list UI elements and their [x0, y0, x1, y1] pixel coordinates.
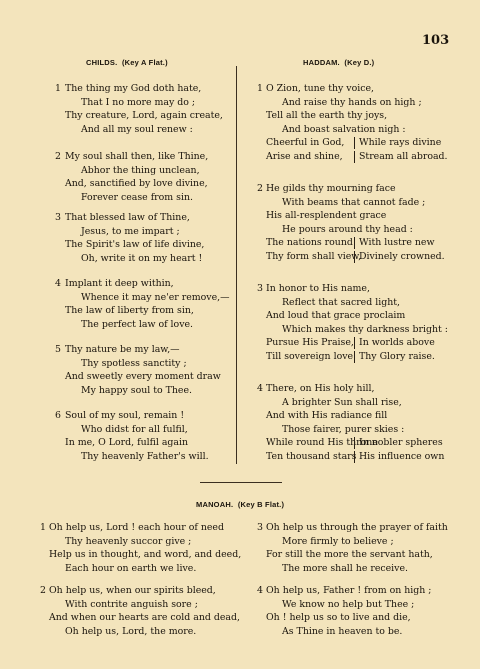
verse-line: Who didst for all fulfil,: [81, 423, 188, 435]
verse: [257, 382, 445, 464]
verse-line: Thy heavenly succor give ;: [65, 535, 192, 547]
verse: [40, 521, 242, 575]
verse: [55, 150, 209, 204]
split-line-row: [266, 450, 444, 464]
verse-number: 3: [55, 212, 61, 223]
verse: [257, 521, 448, 575]
verse-number: 2: [257, 183, 263, 194]
verse-line: With beams that cannot fade ;: [282, 196, 426, 208]
verse-line: Jesus, to me impart ;: [81, 225, 180, 237]
brace-bar: [354, 237, 355, 249]
verse-line: Each hour on earth we live.: [65, 562, 197, 574]
split-line-row: [266, 250, 445, 264]
split-line-row: [266, 436, 444, 450]
verse-number: 1: [257, 83, 263, 94]
verse-line: Reflect that sacred light,: [282, 296, 400, 308]
brace-bar: [354, 337, 355, 349]
split-line-left: The nations round: [266, 237, 353, 249]
hymn-key: (Key B Flat.): [237, 500, 285, 509]
split-line-left: Cheerful in God,: [266, 137, 345, 149]
hymn-name: HADDAM.: [303, 58, 340, 67]
verse-line: Oh help us, Father ! from on high ;: [266, 585, 432, 596]
verse: [257, 584, 432, 638]
verse-line: For still the more the servant hath,: [266, 549, 433, 561]
brace-bar: [354, 251, 355, 263]
verse-line: The thing my God doth hate,: [65, 83, 202, 94]
verse-number: 4: [257, 585, 263, 596]
brace-bar: [354, 451, 355, 463]
verse-line: A brighter Sun shall rise,: [282, 396, 402, 408]
split-line-left: Till sovereign love: [266, 350, 354, 362]
verse-number: 3: [257, 522, 263, 533]
brace-bar: [354, 151, 355, 163]
verse-line: Thy creature, Lord, again create,: [65, 110, 223, 122]
verse-line: And sweetly every moment draw: [65, 371, 221, 383]
split-line-row: [266, 350, 448, 364]
hymn-key: (Key A Flat.): [121, 58, 168, 67]
left-hymn-title: [86, 58, 168, 67]
split-line-left: Ten thousand stars: [266, 450, 357, 462]
split-line-right: Thy Glory raise.: [359, 350, 435, 362]
verse-line: More firmly to believe ;: [282, 535, 394, 547]
verse-line: My happy soul to Thee.: [81, 384, 193, 396]
verse: [257, 282, 448, 364]
verse-line: Forever cease from sin.: [81, 191, 193, 203]
split-line-right: Stream all abroad.: [359, 150, 448, 162]
verse-line: The Spirit's law of life divine,: [65, 239, 205, 251]
brace-bar: [354, 137, 355, 149]
verse-line: With contrite anguish sore ;: [65, 598, 198, 610]
verse-number: 6: [55, 410, 61, 421]
verse-line: In honor to His name,: [266, 283, 370, 294]
verse-line: Which makes thy darkness bright :: [282, 323, 448, 335]
verse-number: 2: [40, 585, 46, 596]
verse-line: Implant it deep within,: [65, 278, 174, 289]
verse-line: He gilds thy mourning face: [266, 183, 396, 194]
verse-line: That blessed law of Thine,: [65, 212, 190, 223]
verse-number: 1: [55, 83, 61, 94]
split-line-row: [266, 236, 445, 250]
hymn-key: (Key D.): [344, 58, 375, 67]
verse-line: Thy spotless sanctity ;: [81, 357, 187, 369]
verse-line: And loud that grace proclaim: [266, 310, 406, 322]
verse-number: 5: [55, 344, 61, 355]
bottom-hymn-title: [196, 500, 284, 509]
verse-line: Abhor the thing unclean,: [81, 164, 200, 176]
split-line-right: While rays divine: [359, 137, 442, 149]
verse-line: And, sanctified by love divine,: [65, 178, 208, 190]
verse-line: Thy nature be my law,—: [65, 344, 180, 355]
verse-line: In me, O Lord, fulfil again: [65, 437, 189, 449]
verse-line: The more shall he receive.: [282, 562, 408, 574]
verse: [55, 343, 221, 397]
brace-bar: [354, 351, 355, 363]
split-line-right: His influence own: [359, 450, 445, 462]
verse-number: 2: [55, 151, 61, 162]
verse-line: And raise thy hands on high ;: [282, 96, 422, 108]
split-line-left: Pursue His Praise,: [266, 337, 354, 349]
verse-number: 4: [55, 278, 61, 289]
verse-line: The perfect law of love.: [81, 318, 194, 330]
verse-number: 4: [257, 383, 263, 394]
verse: [40, 584, 240, 638]
verse-line: Oh help us, Lord, the more.: [65, 625, 197, 637]
split-line-left: Arise and shine,: [266, 150, 343, 162]
split-line-row: [266, 150, 448, 164]
verse-line: Thy heavenly Father's will.: [81, 450, 209, 462]
verse-line: Oh ! help us so to live and die,: [266, 612, 411, 624]
verse-line: And with His radiance fill: [266, 410, 388, 422]
brace-bar: [354, 437, 355, 449]
verse: [55, 277, 230, 331]
split-line-right: With lustre new: [359, 237, 435, 249]
verse-line: Oh, write it on my heart !: [81, 252, 203, 264]
verse-line: We know no help but Thee ;: [282, 598, 415, 610]
split-line-left: While round His throne: [266, 437, 378, 449]
verse-line: Those fairer, purer skies :: [282, 423, 405, 435]
verse-line: The law of liberty from sin,: [65, 305, 194, 317]
verse-line: He pours around thy head :: [282, 223, 413, 235]
verse-line: That I no more may do ;: [81, 96, 196, 108]
hymn-name: MANOAH.: [196, 500, 234, 509]
verse-line: Oh help us, Lord ! each hour of need: [49, 522, 224, 533]
verse: [257, 182, 445, 264]
verse-line: Help us in thought, and word, and deed,: [49, 549, 242, 561]
split-line-row: [266, 336, 448, 350]
verse-line: Oh help us through the prayer of faith: [266, 522, 448, 533]
split-line-right: Divinely crowned.: [359, 250, 445, 262]
verse-line: His all-resplendent grace: [266, 210, 387, 222]
verse-number: 3: [257, 283, 263, 294]
verse: [257, 82, 448, 164]
verse-line: Tell all the earth thy joys,: [266, 110, 388, 122]
column-divider: [236, 66, 237, 464]
verse-line: There, on His holy hill,: [266, 383, 375, 394]
verse: [55, 409, 209, 463]
verse-line: As Thine in heaven to be.: [282, 625, 403, 637]
verse-number: 1: [40, 522, 46, 533]
split-line-right: In nobler spheres: [359, 437, 443, 449]
split-line-left: Thy form shall view,: [266, 250, 362, 262]
split-line-row: [266, 136, 448, 150]
verse-line: And when our hearts are cold and dead,: [49, 612, 240, 624]
split-line-right: In worlds above: [359, 337, 435, 349]
verse-line: And all my soul renew :: [81, 123, 193, 135]
verse-line: My soul shall then, like Thine,: [65, 151, 209, 162]
hymn-name: CHILDS.: [86, 58, 118, 67]
verse: [55, 211, 205, 265]
verse-line: Oh help us, when our spirits bleed,: [49, 585, 216, 596]
page-number: 103: [422, 33, 450, 48]
verse-line: O Zion, tune thy voice,: [266, 83, 374, 94]
right-hymn-title: [303, 58, 374, 67]
verse: [55, 82, 223, 136]
section-divider: [200, 482, 282, 483]
verse-line: Soul of my soul, remain !: [65, 410, 185, 421]
verse-line: Whence it may ne'er remove,—: [81, 291, 230, 303]
verse-line: And boast salvation nigh :: [282, 123, 406, 135]
